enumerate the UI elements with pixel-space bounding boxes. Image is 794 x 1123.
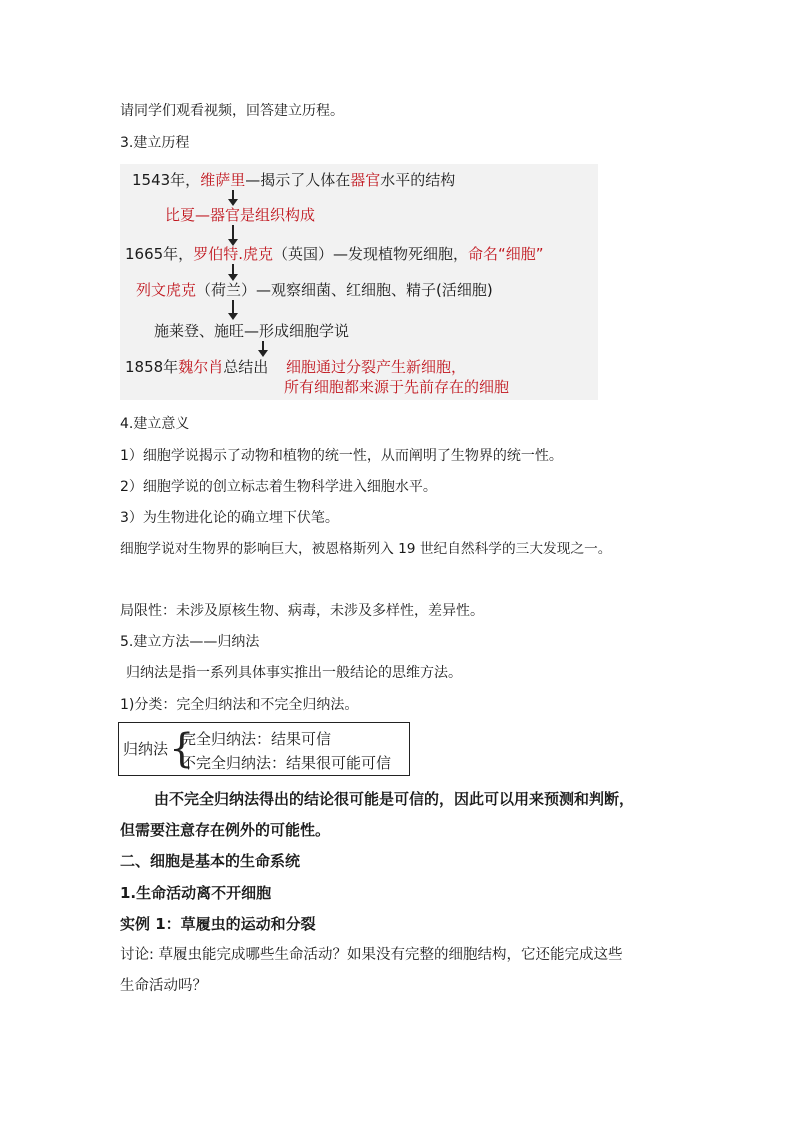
curly-brace-icon: { bbox=[169, 726, 195, 772]
discussion-line-2: 生命活动吗？ bbox=[120, 978, 207, 994]
naming-cell: 命名“细胞” bbox=[467, 245, 544, 263]
timeline-row-virchow: 1858年魏尔肖总结出 bbox=[125, 358, 269, 376]
significance-item: 3）为生物进化论的确立埋下伏笔。 bbox=[120, 510, 339, 526]
engels-note: 细胞学说对生物界的影响巨大，被恩格斯列入 19 世纪自然科学的三大发现之一。 bbox=[120, 541, 612, 557]
section5-title: 5.建立方法——归纳法 bbox=[120, 634, 260, 650]
arrow-down-icon bbox=[257, 341, 269, 357]
induction-label: 归纳法 bbox=[123, 740, 169, 758]
virchow-conclusion-1: 细胞通过分裂产生新细胞， bbox=[286, 358, 467, 376]
name-hooke: 罗伯特.虎克 bbox=[193, 245, 273, 263]
conclusion-line-1: 由不完全归纳法得出的结论很可能是可信的，因此可以用来预测和判断， bbox=[154, 790, 635, 808]
example1-title: 实例 1：草履虫的运动和分裂 bbox=[120, 915, 316, 933]
intro-text: 请同学们观看视频，回答建立历程。 bbox=[120, 103, 344, 119]
part2-title: 二、细胞是基本的生命系统 bbox=[120, 852, 301, 870]
incomplete-induction: 不完全归纳法：结果很可能可信 bbox=[181, 754, 392, 772]
year-1858: 1858年 bbox=[125, 358, 179, 376]
section4-title: 4.建立意义 bbox=[120, 416, 190, 432]
conclusion-line-2: 但需要注意存在例外的可能性。 bbox=[120, 821, 331, 839]
significance-item: 1）细胞学说揭示了动物和植物的统一性，从而阐明了生物界的统一性。 bbox=[120, 448, 563, 464]
section3-title: 3.建立历程 bbox=[120, 135, 190, 151]
discussion-line-1: 讨论: 草履虫能完成哪些生命活动？如果没有完整的细胞结构，它还能完成这些 bbox=[120, 947, 623, 963]
timeline-row-schleiden-schwann: 施莱登、施旺—形成细胞学说 bbox=[154, 322, 350, 340]
complete-induction: 完全归纳法：结果可信 bbox=[181, 730, 332, 748]
name-vesalius: 维萨里 bbox=[200, 171, 246, 189]
induction-definition: 归纳法是指一系列具体事实推出一般结论的思维方法。 bbox=[126, 665, 462, 681]
year-1543: 1543年， bbox=[132, 171, 201, 189]
limitation-text: 局限性：未涉及原核生物、病毒，未涉及多样性，差异性。 bbox=[120, 603, 484, 619]
name-virchow: 魏尔肖 bbox=[178, 358, 224, 376]
induction-classification-box bbox=[118, 722, 410, 776]
organ-level: 器官 bbox=[350, 171, 381, 189]
timeline-row-vesalius: 1543年，维萨里—揭示了人体在器官水平的结构 bbox=[132, 171, 456, 189]
virchow-conclusion-2: 所有细胞都来源于先前存在的细胞 bbox=[284, 378, 510, 396]
sub1-title: 1.生命活动离不开细胞 bbox=[120, 884, 272, 902]
name-leeuwenhoek: 列文虎克 bbox=[136, 281, 197, 299]
timeline-diagram bbox=[120, 164, 598, 400]
arrow-down-icon bbox=[227, 264, 239, 281]
significance-item: 2）细胞学说的创立标志着生物科学进入细胞水平。 bbox=[120, 479, 437, 495]
classification-text: 1)分类：完全归纳法和不完全归纳法。 bbox=[120, 697, 359, 713]
arrow-down-icon bbox=[227, 190, 239, 206]
timeline-row-hooke: 1665年，罗伯特.虎克（英国）—发现植物死细胞，命名“细胞” bbox=[125, 245, 544, 263]
year-1665: 1665年， bbox=[125, 245, 194, 263]
arrow-down-icon bbox=[227, 300, 239, 320]
timeline-row-leeuwenhoek: 列文虎克（荷兰）—观察细菌、红细胞、精子(活细胞) bbox=[136, 281, 493, 299]
timeline-row-bichat: 比夏—器官是组织构成 bbox=[165, 206, 316, 224]
